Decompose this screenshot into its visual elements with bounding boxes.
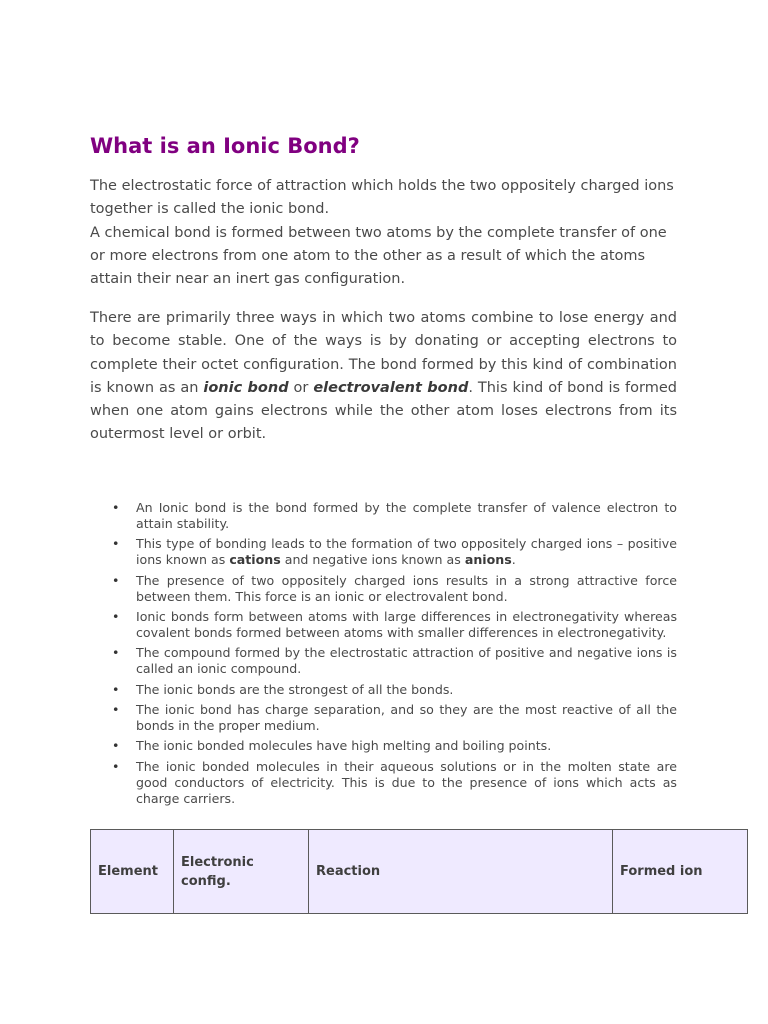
term-ionic-bond: ionic bond xyxy=(203,379,289,396)
list-item: • The ionic bonded molecules in their aqueous solutions or in the molten state are good conductors of electricity. This is due to the presence of ions which acts as charge carriers. xyxy=(136,759,677,807)
term-electrovalent-bond: electrovalent bond xyxy=(313,379,469,396)
list-item-text: This type of bonding leads to the formation of two oppositely charged ions – positive ions known as xyxy=(136,536,677,568)
list-item: • An Ionic bond is the bond formed by the complete transfer of valence electron to attain stability. xyxy=(136,500,677,532)
list-item: • The compound formed by the electrostatic attraction of positive and negative ions is called an ionic compound. xyxy=(136,645,677,677)
ion-formation-table xyxy=(90,829,748,914)
list-item-text: . xyxy=(511,552,516,568)
list-item: • The ionic bonded molecules have high melting and boiling points. xyxy=(136,738,677,754)
column-header-formed-ion: Formed ion xyxy=(613,830,748,914)
para2-text-end: . This kind of bond is formed when one atom gains electrons while the other atom loses electrons from its outermost level or orbit. xyxy=(90,379,677,443)
intro-definition: The electrostatic force of attraction which holds the two oppositely charged ions together is called the ionic bond. xyxy=(90,178,674,218)
list-item xyxy=(136,536,677,568)
intro-explanation: A chemical bond is formed between two atoms by the complete transfer of one or more electrons from one atom to the other as a result of which the atoms attain their near an inert gas configuration. xyxy=(90,224,667,288)
intro-paragraph xyxy=(90,175,677,291)
ionic-bond-facts-list xyxy=(90,500,677,811)
para2-text-or: or xyxy=(288,379,314,396)
table-header-row xyxy=(91,830,748,914)
para2-text-start: There are primarily three ways in which two atoms combine to lose energy and to become stable. One of the ways is by donating or accepting electrons to complete their octet configuration. The bond formed by this kind of combination is known as an xyxy=(90,310,677,396)
term-cations: cations xyxy=(229,552,281,568)
list-item: • The ionic bond has charge separation, and so they are the most reactive of all the bonds in the proper medium. xyxy=(136,702,677,734)
term-anions: anions xyxy=(464,552,512,568)
list-item: • Ionic bonds form between atoms with large differences in electronegativity whereas covalent bonds formed between atoms with smaller differences in electronegativity. xyxy=(136,609,677,641)
list-item-text: and negative ions known as xyxy=(280,552,465,568)
list-item: • The ionic bonds are the strongest of all the bonds. xyxy=(136,682,677,698)
list-item: • The presence of two oppositely charged ions results in a strong attractive force between them. This force is an ionic or electrovalent bond. xyxy=(136,573,677,605)
page-title: What is an Ionic Bond? xyxy=(90,134,360,158)
column-header-electronic-config: Electronic config. xyxy=(174,830,309,914)
bond-formation-paragraph xyxy=(90,307,677,447)
column-header-element: Element xyxy=(91,830,174,914)
column-header-reaction: Reaction xyxy=(309,830,613,914)
